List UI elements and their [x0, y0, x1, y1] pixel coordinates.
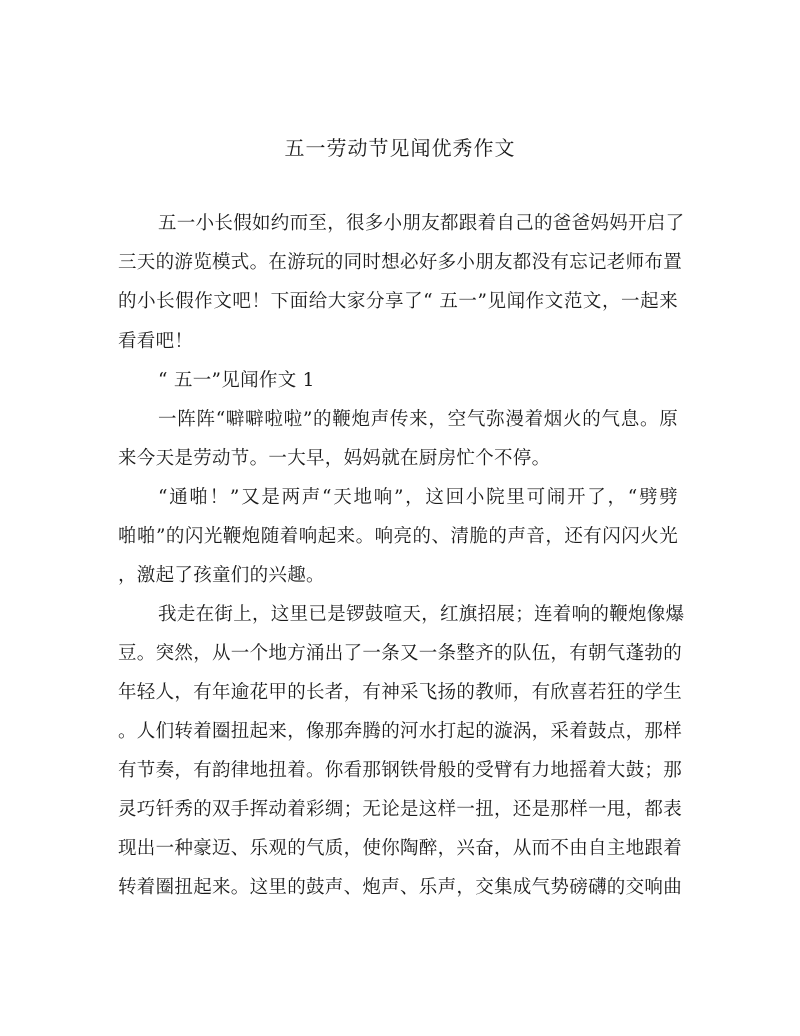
- text-line: 转着圈扭起来。这里的鼓声、炮声、乐声，交集成气势磅礴的交响曲: [118, 877, 683, 898]
- text-line: 。人们转着圈扭起来，像那奔腾的河水打起的漩涡，采着鼓点，那样: [118, 721, 683, 742]
- text-line: 我走在街上，这里已是锣鼓喧天，红旗招展；连着响的鞭炮像爆: [158, 604, 685, 625]
- text-line: ，激起了孩童们的兴趣。: [118, 565, 325, 586]
- text-line: 五一小长假如约而至，很多小朋友都跟着自己的爸爸妈妈开启了: [158, 213, 685, 234]
- text-line: 的小长假作文吧！下面给大家分享了“ 五一”见闻作文范文，一起来: [118, 291, 678, 312]
- text-line: 现出一种豪迈、乐观的气质，使你陶醉，兴奋，从而不由自主地跟着: [118, 838, 683, 859]
- text-line: 来今天是劳动节。一大早，妈妈就在厨房忙个不停。: [118, 448, 551, 469]
- section-heading: “ 五一”见闻作文 1: [158, 370, 315, 391]
- text-line: 豆。突然，从一个地方涌出了一条又一条整齐的队伍，有朝气蓬勃的: [118, 643, 683, 664]
- text-line: 有节奏，有韵律地扭着。你看那钢铁骨般的受臂有力地摇着大鼓；那: [118, 760, 683, 781]
- text-line: 年轻人，有年逾花甲的长者，有神采飞扬的教师，有欣喜若狂的学生: [118, 682, 683, 703]
- text-line: 看看吧！: [118, 331, 194, 352]
- text-line: 一阵阵“噼噼啦啦”的鞭炮声传来，空气弥漫着烟火的气息。原: [158, 409, 678, 430]
- text-line: 灵巧钎秀的双手挥动着彩绸；无论是这样一扭，还是那样一甩，都表: [118, 799, 683, 820]
- text-line: 啪啪”的闪光鞭炮随着响起来。响亮的、清脆的声音，还有闪闪火光: [118, 526, 678, 547]
- text-line: 三天的游览模式。在游玩的同时想必好多小朋友都没有忘记老师布置: [118, 252, 683, 273]
- document-title: 五一劳动节见闻优秀作文: [284, 136, 516, 160]
- text-line: “通啪！”又是两声“天地响”，这回小院里可闹开了，“劈劈: [158, 487, 678, 508]
